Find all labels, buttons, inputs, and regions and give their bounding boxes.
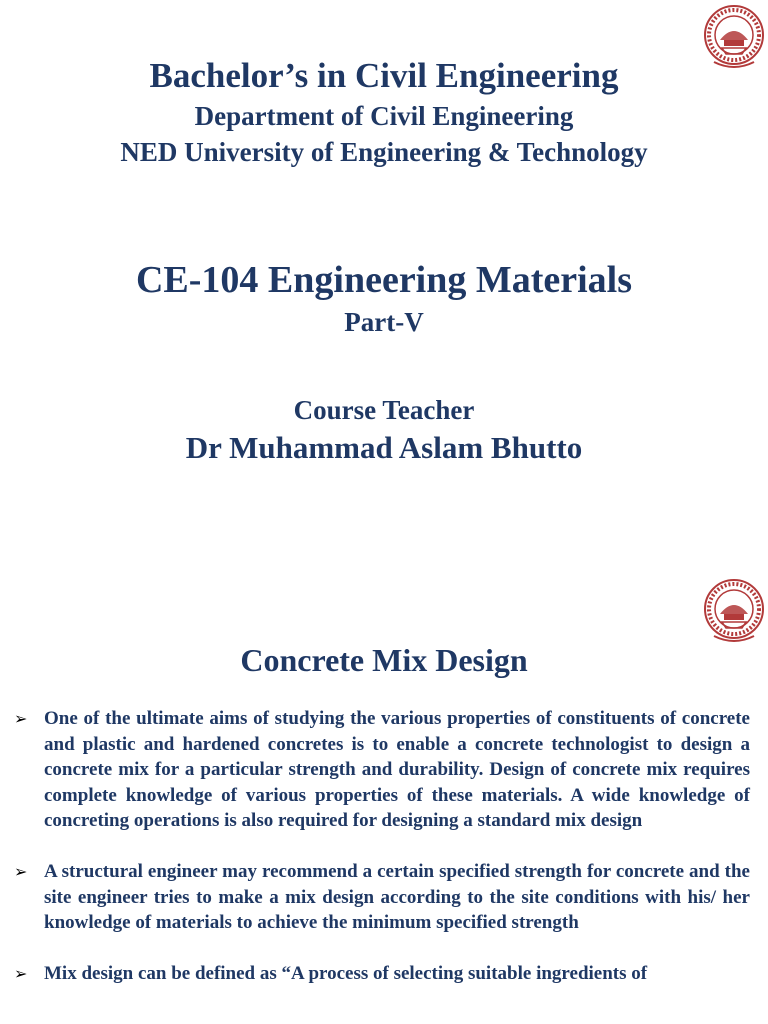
arrow-bullet-icon: ➢ bbox=[14, 709, 28, 728]
arrow-bullet-icon: ➢ bbox=[14, 861, 28, 881]
bullet-text: One of the ultimate aims of studying the various properties of constituents of concrete and plastic and hardened concretes is to enable a concrete technologist to design a concrete mix for a particular strength and durability. Design of concrete mix requires complete knowledge of various properties of these materials. A wide knowledge of concreting operations is also required for designing a standard mix design bbox=[44, 708, 750, 832]
teacher-label: Course Teacher bbox=[293, 395, 475, 425]
course-title: CE-104 Engineering Materials bbox=[135, 259, 633, 301]
department-name: Department of Civil Engineering bbox=[194, 101, 574, 131]
list-item bbox=[14, 859, 750, 936]
list-item bbox=[14, 706, 750, 834]
slide-title: Concrete Mix Design bbox=[240, 642, 528, 678]
bullet-text: A structural engineer may recommend a certain specified strength for concrete and the site engineer tries to make a mix design according to the site conditions with his/ her knowledge of materials to achieve the minimum specified strength bbox=[44, 860, 750, 934]
university-name: NED University of Engineering & Technology bbox=[120, 137, 648, 167]
list-item bbox=[14, 961, 750, 987]
degree-title: Bachelor’s in Civil Engineering bbox=[149, 56, 619, 95]
teacher-name: Dr Muhammad Aslam Bhutto bbox=[185, 430, 583, 465]
course-part: Part-V bbox=[344, 307, 424, 337]
university-seal-icon bbox=[702, 576, 766, 646]
arrow-bullet-icon: ➢ bbox=[14, 963, 28, 983]
content-slide bbox=[0, 570, 768, 1024]
bullet-text: Mix design can be defined as “A process of selecting suitable ingredients of bbox=[44, 962, 648, 984]
bullet-list bbox=[14, 706, 750, 1011]
